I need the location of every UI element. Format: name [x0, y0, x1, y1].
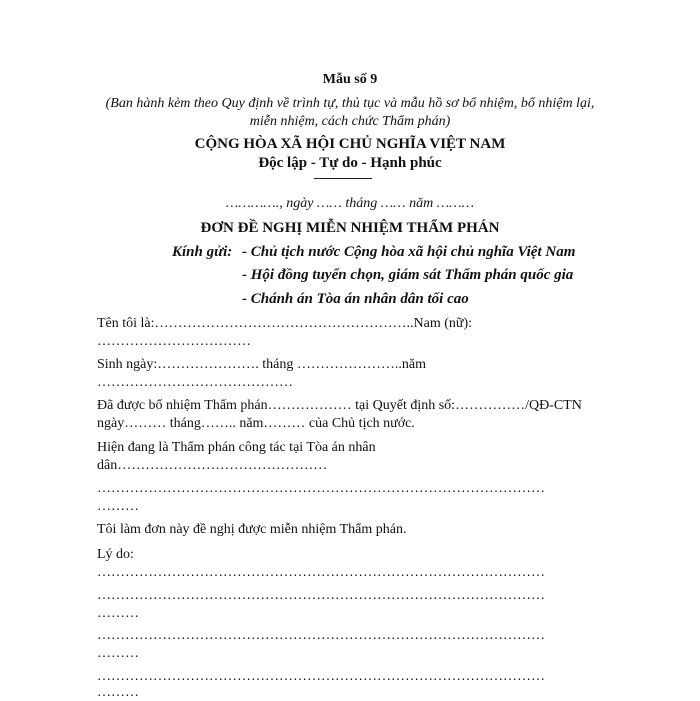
- national-motto: Độc lập - Tự do - Hạnh phúc: [258, 155, 442, 171]
- recipient-item: - Chánh án Tòa án nhân dân tối cao: [242, 291, 469, 307]
- reason-label: Lý do:: [97, 547, 134, 562]
- dob-field-line: Sinh ngày:…………………. tháng …………………..năm: [97, 357, 426, 372]
- dotted-line-short: ………: [97, 646, 139, 661]
- issued-note-line-2: miễn nhiệm, cách chức Thẩm phán): [249, 114, 451, 129]
- dotted-line: ……………………………………………………………………………………: [97, 628, 545, 643]
- appointment-continuation: ngày……… tháng…….. năm……… của Chủ tịch nước.: [97, 416, 415, 431]
- header-separator: [314, 178, 372, 179]
- appointment-line: Đã được bổ nhiệm Thẩm phán……………… tại Quyết định số:……………/QĐ-CTN: [97, 398, 582, 413]
- place-date-line: …………., ngày …… tháng …… năm ………: [225, 196, 475, 211]
- dotted-line-short: ………: [97, 685, 139, 700]
- recipient-item: - Chủ tịch nước Cộng hòa xã hội chủ nghĩa Việt Nam: [242, 244, 576, 260]
- dotted-line: ……………………………………………………………………………………: [97, 565, 545, 580]
- recipient-item: - Hội đồng tuyển chọn, giám sát Thẩm phán quốc gia: [242, 267, 574, 283]
- dotted-line-short: ………: [97, 499, 139, 514]
- dotted-line-short: ………: [97, 606, 139, 621]
- dotted-line: ……………………………………………………………………………………: [97, 588, 545, 603]
- issued-note-line-1: (Ban hành kèm theo Quy định về trình tự, thủ tục và mẫu hồ sơ bổ nhiệm, bổ nhiệm lại,: [105, 96, 595, 111]
- recipient-label: Kính gửi:: [172, 244, 233, 260]
- form-number: Mẫu số 9: [322, 72, 378, 87]
- name-field-line: Tên tôi là:………………………………………………..Nam (nữ):: [97, 316, 473, 331]
- dotted-line: ……………………………………………………………………………………: [97, 481, 545, 496]
- current-court-continuation: dân………………………………………: [97, 458, 328, 473]
- name-field-continuation: ……………………………: [97, 334, 251, 349]
- request-statement: Tôi làm đơn này đề nghị được miễn nhiệm Thẩm phán.: [97, 522, 407, 537]
- document-title: ĐƠN ĐỀ NGHỊ MIỄN NHIỆM THẨM PHÁN: [200, 220, 500, 236]
- national-title: CỘNG HÒA XÃ HỘI CHỦ NGHĨA VIỆT NAM: [194, 136, 506, 152]
- dotted-line: ……………………………………………………………………………………: [97, 669, 545, 684]
- current-court-line: Hiện đang là Thẩm phán công tác tại Tòa án nhân: [97, 440, 376, 455]
- dob-field-continuation: ……………………………………: [97, 375, 293, 390]
